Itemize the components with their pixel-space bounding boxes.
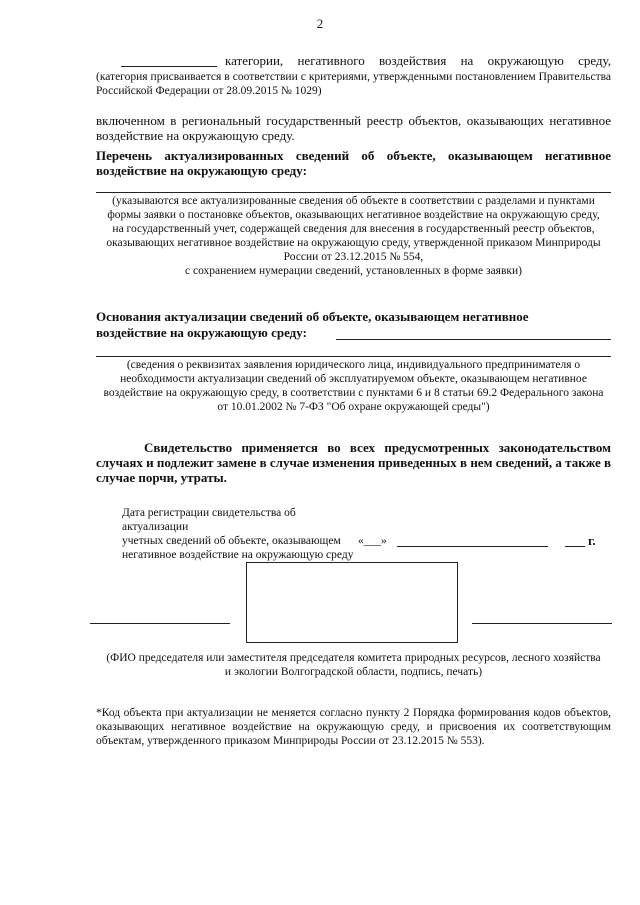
signature-caption-line: и экологии Волгоградской области, подпись, печать): [224, 666, 483, 678]
list-note-line: формы заявки о постановке объектов, оказывающих негативное воздействие на окружающую среду,: [107, 209, 600, 221]
page-number: 2: [316, 16, 324, 31]
date-label-line: учетных сведений об объекте, оказывающем: [122, 535, 341, 547]
grounds-heading-line-2: воздействие на окружающую среду:: [96, 325, 307, 340]
list-note-line: России от 23.12.2015 № 554,: [283, 251, 424, 263]
category-note: (категория присваивается в соответствии с критериями, утвержденными постановлением Правительства Российской Федерации от 28.09.2015 № 1029): [96, 71, 611, 97]
list-note-line: с сохранением нумерации сведений, установленных в форме заявки): [185, 265, 522, 277]
signature-left-line: [90, 623, 230, 624]
list-note-line: на государственный учет, содержащей сведения для внесения в государственный реестр объектов,: [112, 223, 595, 235]
grounds-blank-line-2: [96, 356, 611, 357]
date-month-line: [397, 546, 548, 547]
grounds-blank-line-1: [336, 339, 611, 340]
signature-caption-line: (ФИО председателя или заместителя председателя комитета природных ресурсов, лесного хозяйства: [106, 652, 601, 664]
registry-text: включенном в региональный государственный реестр объектов, оказывающих негативное воздействие на окружающую среду.: [96, 113, 611, 143]
signature-caption: [96, 651, 611, 679]
date-day-field: «___»: [358, 535, 387, 547]
grounds-note-line: воздействие на окружающую среду, в соответствии с пунктами 6 и 8 статьи 69.2 Федерального закона: [103, 387, 604, 399]
category-blank-line: [121, 66, 217, 67]
date-label-line: негативное воздействие на окружающую среду: [122, 549, 354, 561]
list-note-line: оказывающих негативное воздействие на окружающую среду, утвержденной приказом Минприроды: [106, 237, 601, 249]
signature-right-line: [472, 623, 612, 624]
date-year-suffix: г.: [588, 533, 596, 548]
list-note: [96, 194, 611, 278]
list-blank-line: [96, 192, 611, 193]
list-note-line: (указываются все актуализированные сведения об объекте в соответствии с разделами и пунктами: [112, 195, 595, 207]
date-label-line: Дата регистрации свидетельства об актуализации: [122, 507, 296, 533]
date-label: [122, 506, 362, 562]
category-text: категории, негативного воздействия на окружающую среду,: [225, 53, 611, 68]
grounds-note-line: от 10.01.2002 № 7-ФЗ "Об охране окружающей среды"): [217, 401, 490, 413]
grounds-note-line: необходимости актуализации сведений об эксплуатируемом объекте, оказывающем негативное: [120, 373, 587, 385]
date-year-line: [565, 546, 585, 547]
grounds-note-line: (сведения о реквизитах заявления юридического лица, индивидуального предпринимателя о: [126, 359, 581, 371]
footnote: *Код объекта при актуализации не меняется согласно пункту 2 Порядка формирования кодов объектов, оказывающих негативное воздействие на окружающую среду, и присвоения их соответствующим объектам, утвержденного приказом Минприроды России от 23.12.2015 № 553).: [96, 707, 611, 747]
validity-text: Свидетельство применяется во всех предусмотренных законодательством случаях и подлежит замене в случае изменения приведенных в нем сведений, а также в случае порчи, утраты.: [96, 440, 611, 485]
grounds-heading-line-1: Основания актуализации сведений об объекте, оказывающем негативное: [96, 309, 529, 324]
grounds-note: [96, 358, 611, 414]
seal-box: [246, 562, 458, 643]
list-heading: Перечень актуализированных сведений об объекте, оказывающем негативное воздействие на окружающую среду:: [96, 148, 611, 178]
